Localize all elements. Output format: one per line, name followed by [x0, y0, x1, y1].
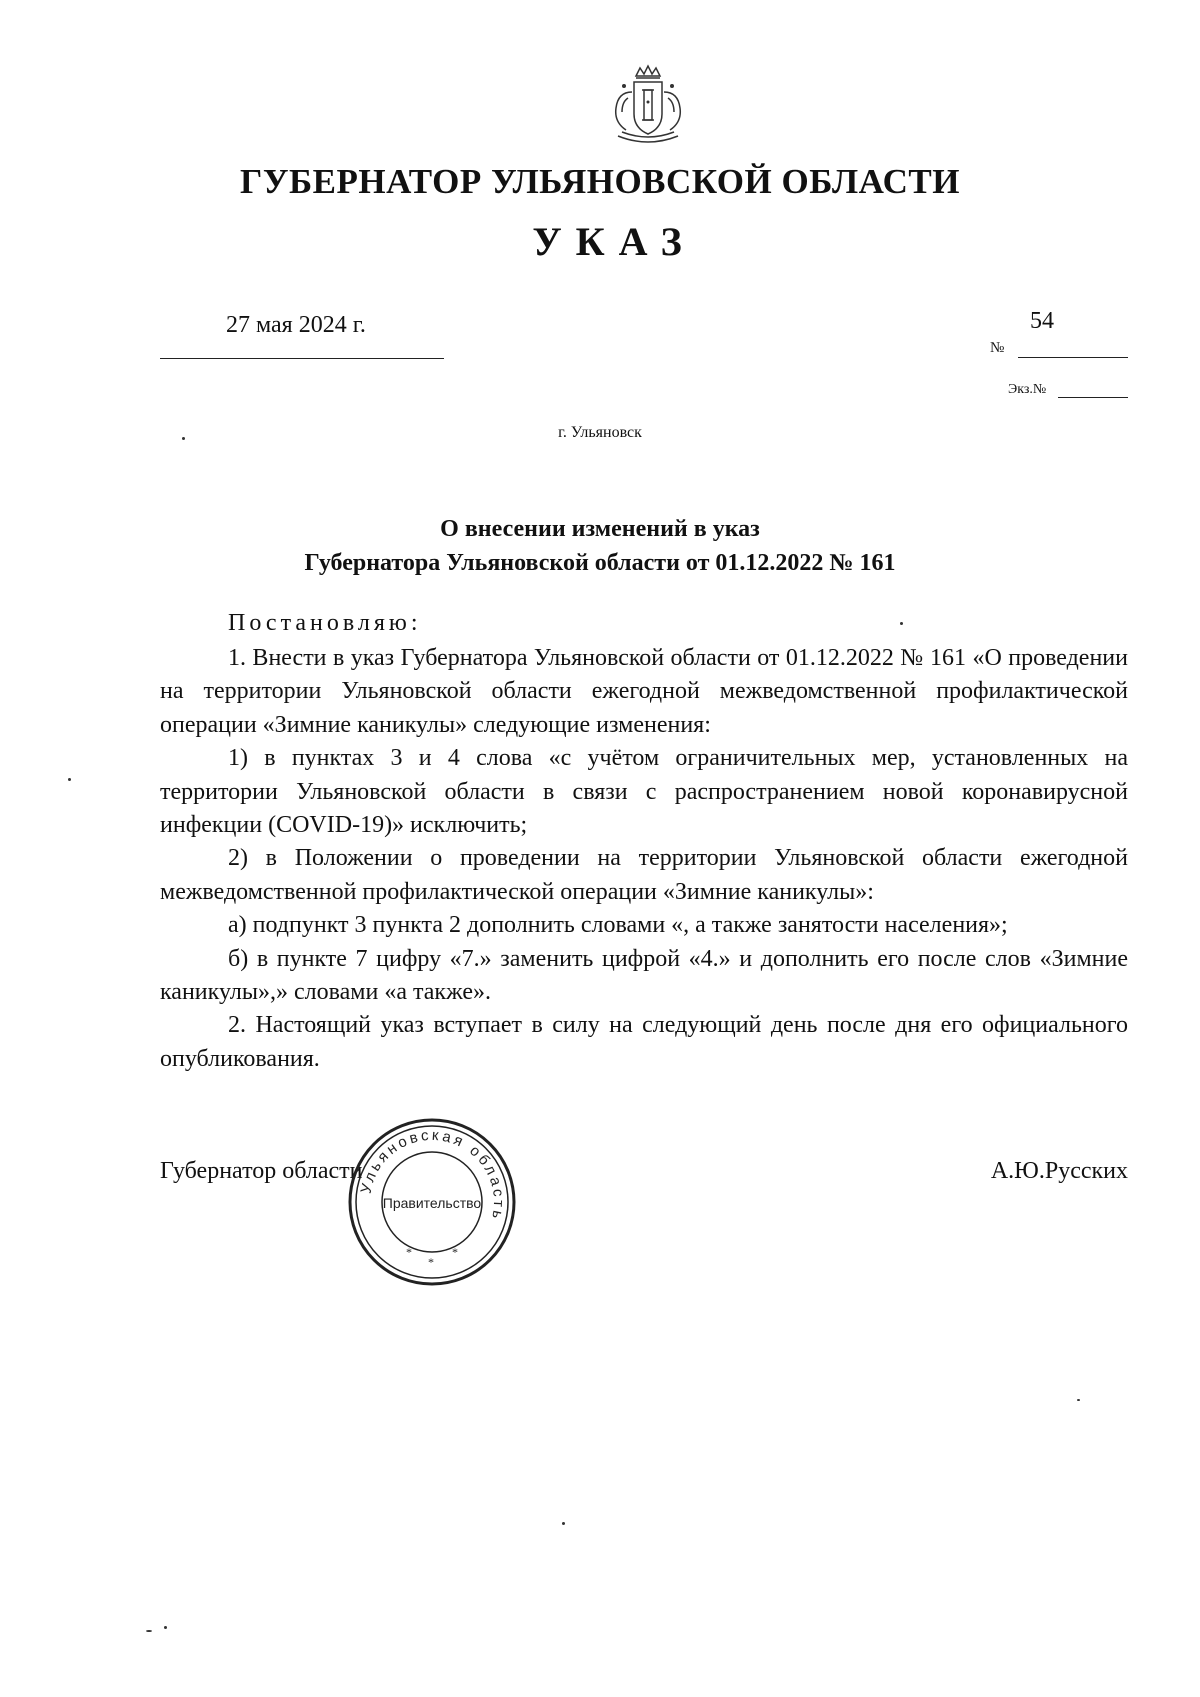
subject-line-1: О внесении изменений в указ	[440, 516, 760, 542]
paragraph-1: 1. Внести в указ Губернатора Ульяновской области от 01.12.2022 № 161 «О проведении на территории Ульяновской области ежегодной межведомственной профилактической операции «Зимние каникулы» следующие изменения:	[160, 645, 1128, 738]
scan-speck	[146, 1630, 152, 1632]
signatory-title: Губернатор области	[160, 1158, 363, 1184]
scan-speck	[562, 1522, 565, 1525]
scan-speck	[1077, 1399, 1080, 1401]
coat-of-arms-icon	[598, 62, 698, 150]
paragraph-1-2-b: б) в пункте 7 цифру «7.» заменить цифрой «4.» и дополнить его после слов «Зимние каникулы»,» словами «а также».	[160, 945, 1128, 1006]
document-number: 54	[1030, 308, 1054, 334]
decree-body	[160, 642, 1128, 1076]
document-type: УКАЗ	[532, 219, 696, 264]
issuer-title: ГУБЕРНАТОР УЛЬЯНОВСКОЙ ОБЛАСТИ	[240, 162, 960, 201]
scan-speck	[900, 622, 903, 625]
copy-number-underline	[1058, 397, 1128, 398]
issue-city: г. Ульяновск	[558, 424, 642, 441]
scan-speck	[182, 437, 185, 440]
official-seal-icon	[346, 1116, 518, 1288]
document-subject	[0, 512, 1200, 580]
subject-line-2: Губернатора Ульяновской области от 01.12.2022 № 161	[304, 550, 896, 576]
decree-word: Постановляю:	[228, 610, 422, 636]
paragraph-1-2-a: а) подпункт 3 пункта 2 дополнить словами «, а также занятости населения»;	[228, 912, 1008, 939]
number-label: №	[990, 340, 1005, 356]
date-underline	[160, 358, 444, 359]
seal-inner-text: Правительство	[382, 1195, 482, 1211]
document-date: 27 мая 2024 г.	[226, 312, 366, 338]
paragraph-1-2: 2) в Положении о проведении на территории Ульяновской области ежегодной межведомственной профилактической операции «Зимние каникулы»:	[160, 845, 1128, 905]
paragraph-2: 2. Настоящий указ вступает в силу на следующий день после дня его официального опубликования.	[160, 1012, 1128, 1072]
scan-speck	[164, 1626, 167, 1629]
paragraph-1-1: 1) в пунктах 3 и 4 слова «с учётом ограничительных мер, установленных на территории Ульяновской области в связи с распространением новой коронавирусной инфекции (COVID-19)» исключить;	[160, 745, 1128, 839]
svg-text:*: *	[406, 1245, 412, 1259]
seal-outer-text: Ульяновская область	[357, 1126, 508, 1224]
scan-speck	[68, 778, 71, 781]
number-underline	[1018, 357, 1128, 358]
signatory-name: А.Ю.Русских	[990, 1158, 1128, 1184]
copy-number-label: Экз.№	[1008, 382, 1047, 397]
svg-text:*: *	[428, 1255, 434, 1269]
svg-text:*: *	[452, 1245, 458, 1259]
